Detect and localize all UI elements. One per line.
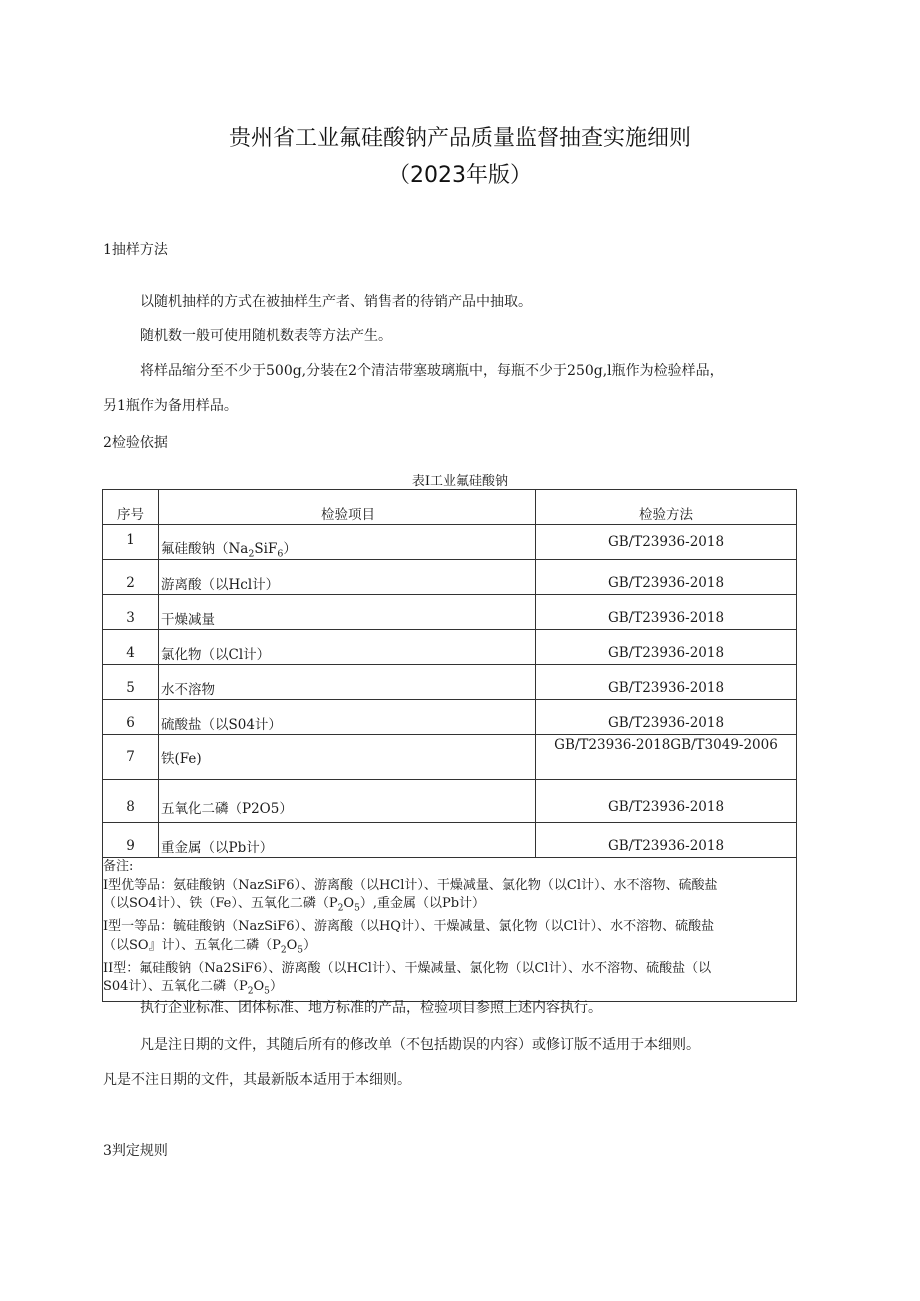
row-method: GB/T23936-2018 xyxy=(607,610,725,626)
row-no: 7 xyxy=(126,749,135,765)
table-row xyxy=(103,525,797,560)
row-item: 硫酸盐（以S04计） xyxy=(161,717,282,733)
row-item: 氯化物（以Cl计） xyxy=(161,647,271,663)
row-method: GB/T23936-2018 xyxy=(607,838,725,854)
document-title: 贵州省工业氟硅酸钠产品质量监督抽查实施细则 xyxy=(228,126,691,151)
table-row xyxy=(103,630,797,665)
row-method: GB/T23936-2018GB/T3049-2006 xyxy=(554,737,778,753)
row-method: GB/T23936-2018 xyxy=(607,715,725,731)
row-no: 4 xyxy=(126,645,135,661)
header-no: 序号 xyxy=(103,490,159,525)
row-method: GB/T23936-2018 xyxy=(607,575,725,591)
notes-line-6: S04计）、五氧化二磷$(P_2O_5)$ xyxy=(103,979,283,997)
notes-line-4: （以SO』计）、五氧化二磷$(P_2O_5)$ xyxy=(103,937,317,956)
notes-line-1: I型优等品：氨硅酸钠（NazSiF6）、游离酸（以HCl计）、干燥减量、氯化物（以Cl计）、水不溶物、硫酸盐 xyxy=(103,877,718,893)
notes-label: 备注: xyxy=(103,859,134,874)
table-row xyxy=(103,665,797,700)
sampling-paragraph-3: 将样品缩分至不少于500g,分装在2个清洁带塞玻璃瓶中，每瓶不少于250g,l瓶作为检验样品， xyxy=(140,363,724,379)
row-method: GB/T23936-2018 xyxy=(607,645,725,661)
row-no: 2 xyxy=(126,575,135,591)
row-no: 1 xyxy=(126,532,135,548)
table-caption: 表I工业氟硅酸钠 xyxy=(411,474,509,489)
table-row xyxy=(103,735,797,780)
table-row xyxy=(103,700,797,735)
after-table-paragraph-1: 执行企业标准、团体标准、地方标准的产品，检验项目参照上述内容执行。 xyxy=(140,1000,602,1016)
sampling-paragraph-2: 随机数一般可使用随机数表等方法产生。 xyxy=(140,328,392,344)
section-heading-basis: 2检验依据 xyxy=(103,435,168,451)
row-no: 3 xyxy=(126,610,135,626)
after-table-paragraph-3: 凡是不注日期的文件，其最新版本适用于本细则。 xyxy=(103,1072,411,1088)
row-no: 5 xyxy=(126,680,135,696)
header-method: 检验方法 xyxy=(536,490,797,525)
row-item: 游离酸（以Hcl计） xyxy=(161,577,280,593)
row-item: 五氧化二磷（P2O5） xyxy=(161,801,293,817)
section-heading-judgment: 3判定规则 xyxy=(103,1143,168,1159)
sampling-paragraph-1: 以随机抽样的方式在被抽样生产者、销售者的待销产品中抽取。 xyxy=(140,294,532,310)
table-notes xyxy=(103,858,797,1002)
row-method: GB/T23936-2018 xyxy=(607,534,725,550)
sampling-paragraph-3-cont: 另1瓶作为备用样品。 xyxy=(103,398,238,414)
inspection-table xyxy=(102,489,797,1002)
row-item: 水不溶物 xyxy=(161,682,215,698)
notes-line-5: II型：氟硅酸钠（Na2SiF6）、游离酸（以HCl计）、干燥减量、氯化物（以Cl计）、水不溶物、硫酸盐（以 xyxy=(103,960,712,976)
table-row xyxy=(103,560,797,595)
row-item: 重金属（以Pb计） xyxy=(161,840,274,856)
row-no: 8 xyxy=(126,799,135,815)
row-item: 干燥减量 xyxy=(161,612,215,628)
row-item: 铁(Fe) xyxy=(161,751,202,767)
section-heading-sampling: 1抽样方法 xyxy=(103,242,168,258)
notes-line-2: （以SO4计）、铁（Fe）、五氧化二磷$(P_2O_5)$,重金属（以Pb计） xyxy=(103,896,486,914)
row-method: GB/T23936-2018 xyxy=(607,680,725,696)
row-method: GB/T23936-2018 xyxy=(607,799,725,815)
table-row xyxy=(103,595,797,630)
table-row xyxy=(103,780,797,823)
header-item: 检验项目 xyxy=(159,490,536,525)
after-table-paragraph-2: 凡是注日期的文件，其随后所有的修改单（不包括勘误的内容）或修订版不适用于本细则。 xyxy=(140,1037,700,1053)
document-subtitle-edition: （2023年版） xyxy=(388,163,532,188)
table-header-row xyxy=(103,490,797,525)
notes-line-3: I型一等品：毓硅酸钠（NazSiF6）、游离酸（以HQ计）、干燥减量、氯化物（以Cl计）、水不溶物、硫酸盐 xyxy=(103,919,715,935)
table-notes-row xyxy=(103,858,797,1002)
row-no: 6 xyxy=(126,715,135,731)
row-item: 氟硅酸钠$(Na_2SiF_6)$ xyxy=(159,525,536,560)
table-row xyxy=(103,823,797,858)
row-no: 9 xyxy=(126,838,135,854)
